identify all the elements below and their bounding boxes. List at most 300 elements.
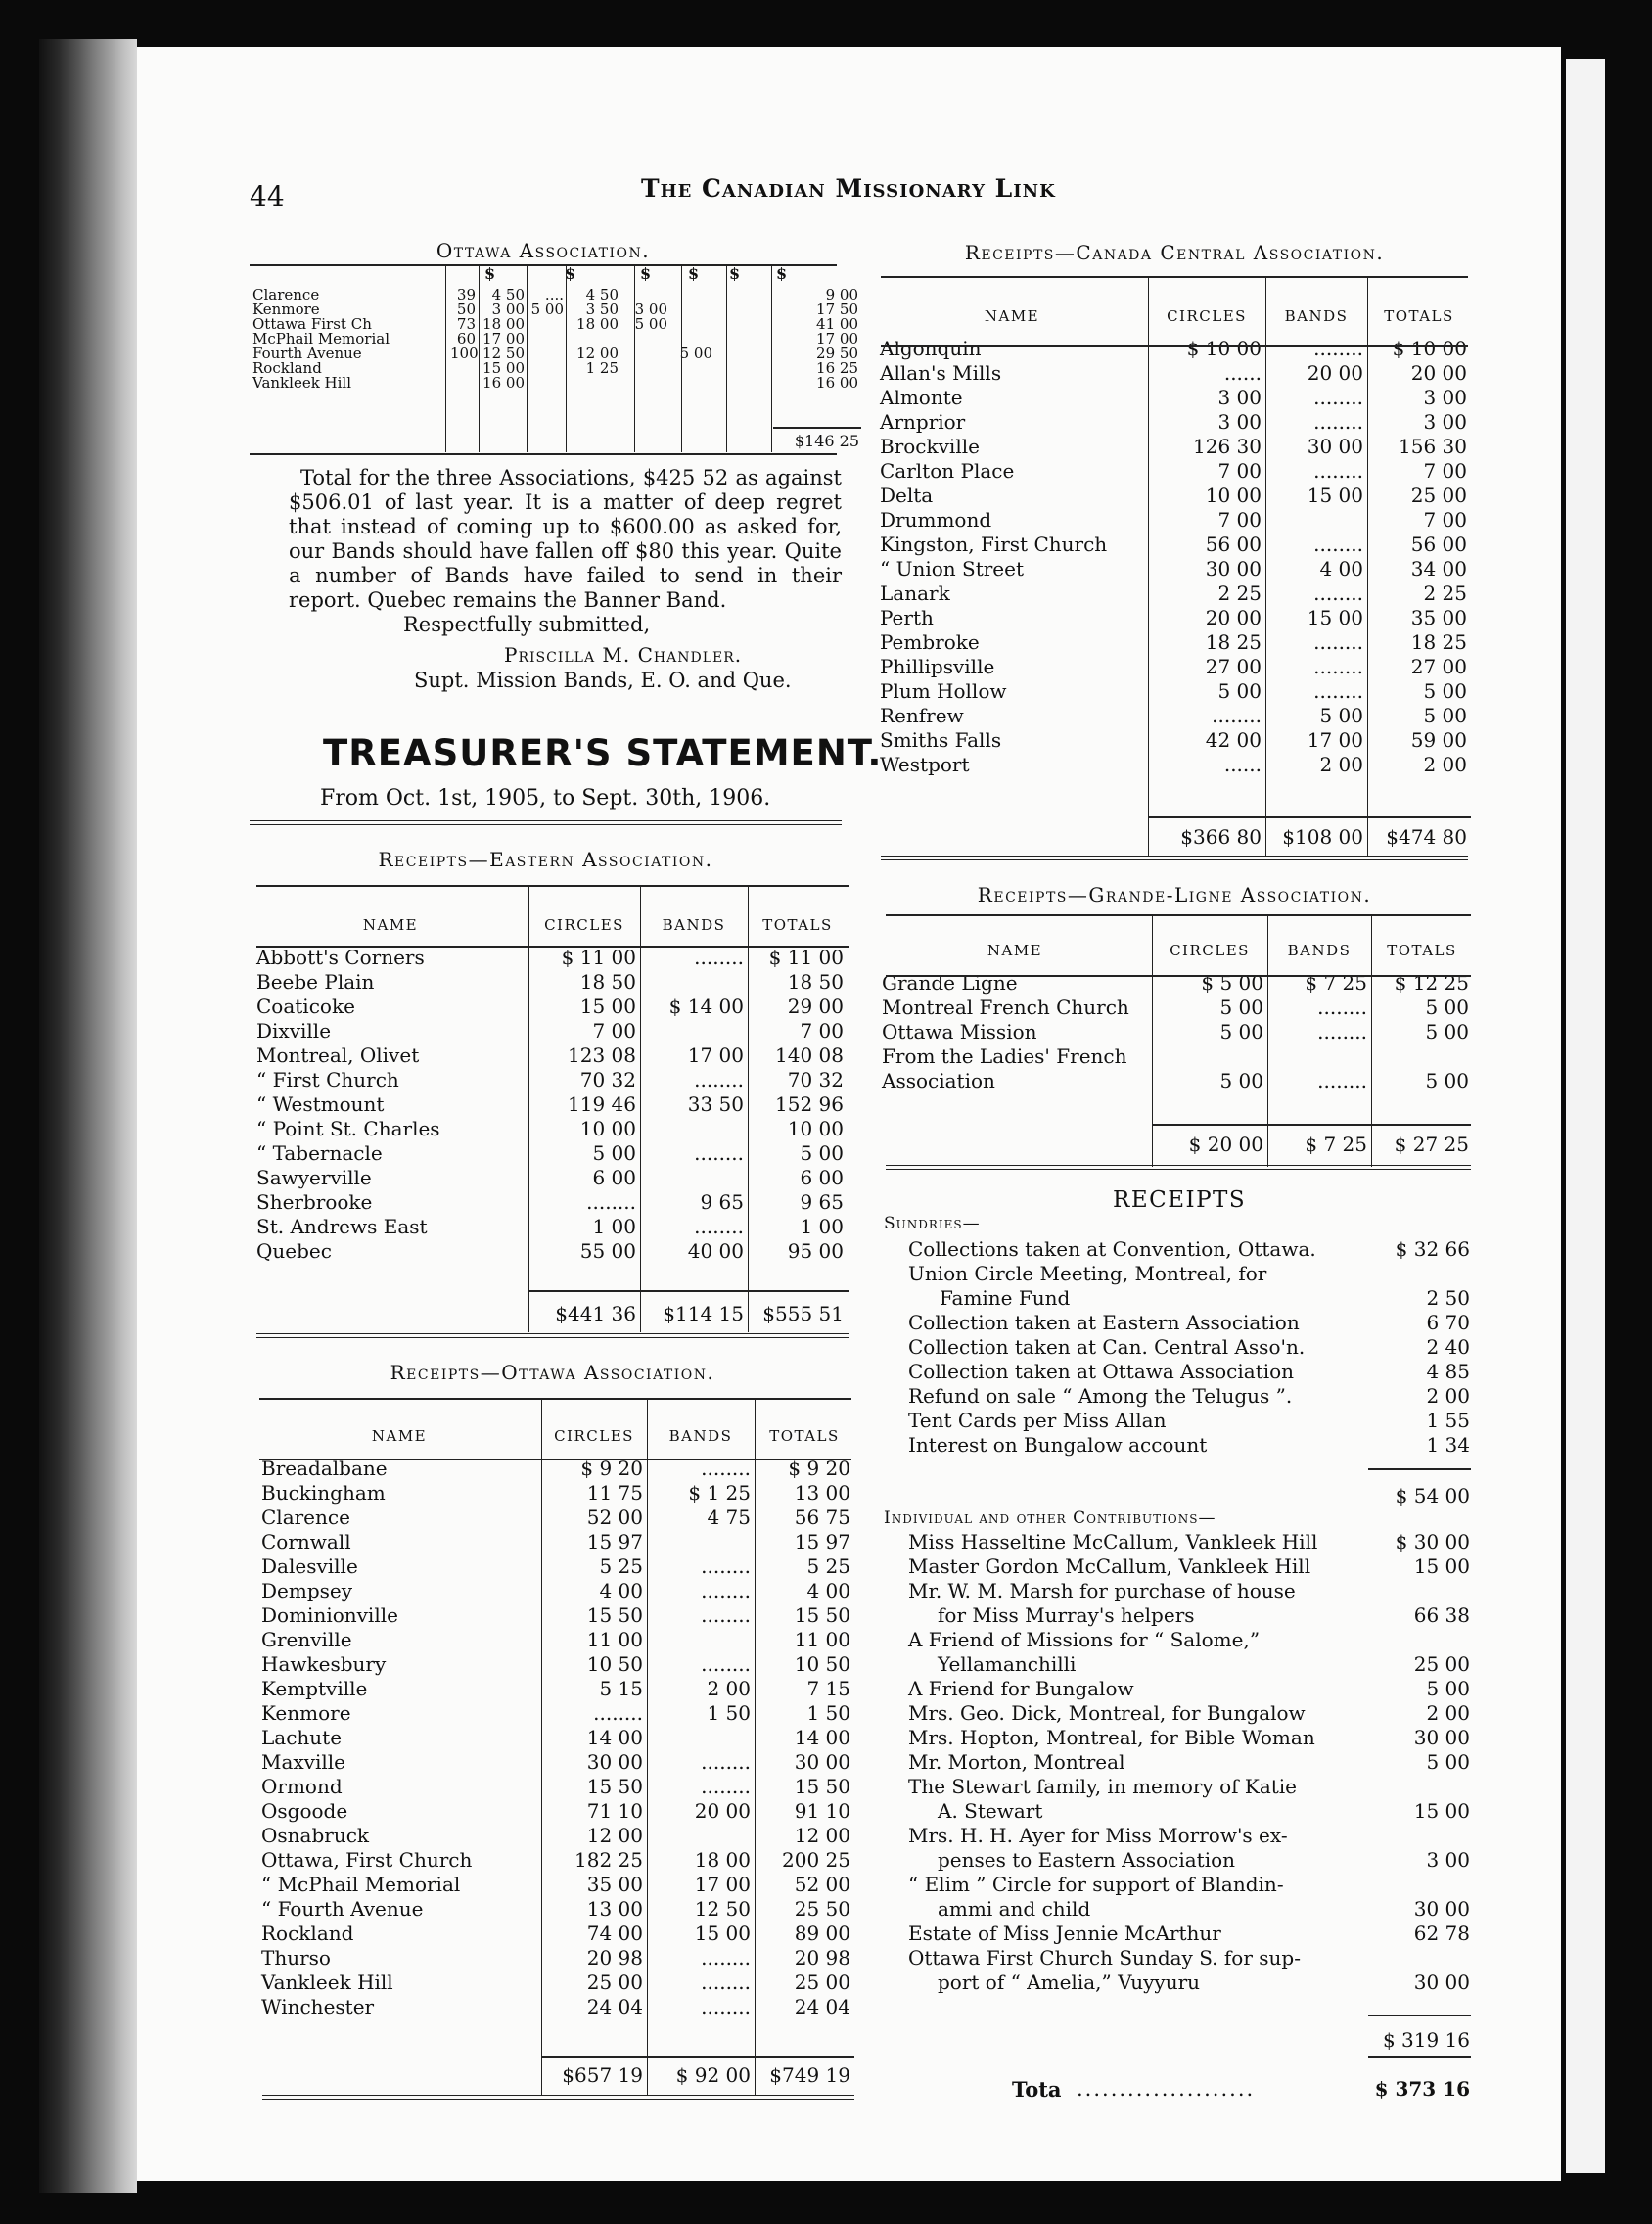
row-name: Arnprior <box>880 410 966 434</box>
column-rule <box>479 266 480 452</box>
cell-c5 <box>670 288 715 302</box>
cell-members: 39 <box>456 288 476 302</box>
row-name: Hawkesbury <box>261 1652 387 1676</box>
row-totals: 5 00 <box>1423 704 1467 727</box>
row-bands <box>647 1530 755 1554</box>
row-bands: ........ <box>701 1554 751 1578</box>
row-totals: 2 00 <box>1423 753 1467 776</box>
table-row <box>876 386 1471 410</box>
table-row <box>876 484 1471 508</box>
row-circles: 25 00 <box>586 1970 643 1994</box>
receipt-item-text: Ottawa First Church Sunday S. for sup- <box>908 1946 1301 1969</box>
col-bands: BANDS <box>668 1427 733 1445</box>
row-bands: 17 00 <box>694 1873 751 1896</box>
table-row <box>252 1239 848 1264</box>
receipt-item-amount: 5 00 <box>1426 1677 1470 1700</box>
eastern-total-totals: $555 51 <box>762 1302 844 1325</box>
ottawa-assoc-title: Ottawa Association. <box>436 239 651 262</box>
column-rule <box>640 887 641 1332</box>
row-totals: 5 00 <box>1425 996 1469 1019</box>
cell-total: 29 50 <box>816 347 858 361</box>
row-circles: $ 10 00 <box>1186 337 1262 360</box>
cell-total: 17 00 <box>816 332 858 347</box>
row-circles: 7 00 <box>1217 508 1262 532</box>
column-rule <box>647 1400 648 2095</box>
row-bands: ........ <box>1313 655 1363 678</box>
row-circles: 14 00 <box>586 1726 643 1749</box>
table-row <box>250 332 861 347</box>
row-totals: $ 9 20 <box>788 1457 850 1480</box>
dollar-sign: $ <box>776 264 788 283</box>
row-totals: 35 00 <box>1410 606 1467 629</box>
row-bands: ........ <box>1313 459 1363 483</box>
column-rule <box>566 266 567 452</box>
receipt-item-text: Mrs. Hopton, Montreal, for Bible Woman <box>908 1726 1315 1749</box>
receipt-item-amount: 30 00 <box>1413 1726 1470 1749</box>
receipt-item-amount: 66 38 <box>1413 1603 1470 1627</box>
row-totals: 34 00 <box>1410 557 1467 580</box>
col-circles: CIRCLES <box>554 1427 634 1445</box>
table-row <box>250 302 861 317</box>
row-totals: 1 00 <box>800 1215 844 1238</box>
row-bands <box>640 1166 748 1190</box>
cell-members <box>447 361 479 376</box>
ottawa-total-circles: $657 19 <box>562 2063 643 2087</box>
cell-c4 <box>621 347 670 361</box>
row-name: Plum Hollow <box>880 679 1007 703</box>
ottawa-table <box>257 1415 854 2019</box>
grand-total-leader: ..................... <box>1077 2077 1256 2101</box>
table-row <box>250 288 861 302</box>
receipt-item-amount: 1 55 <box>1426 1409 1470 1432</box>
row-bands <box>640 1117 748 1141</box>
row-bands: ........ <box>694 1141 744 1165</box>
receipt-item-text: for Miss Murray's helpers <box>938 1603 1195 1627</box>
row-bands <box>647 1824 755 1848</box>
row-bands: 30 00 <box>1307 435 1363 458</box>
row-circles: 6 00 <box>592 1166 636 1189</box>
row-circles: 13 00 <box>586 1897 643 1921</box>
row-circles: 55 00 <box>579 1239 636 1263</box>
row-totals: 7 00 <box>1423 508 1467 532</box>
table-row <box>876 630 1471 655</box>
row-name: Osnabruck <box>261 1824 370 1847</box>
cell-c2 <box>528 332 567 347</box>
receipt-item-amount: 5 00 <box>1426 1750 1470 1774</box>
receipt-item-text: Refund on sale “ Among the Telugus ”. <box>908 1384 1293 1408</box>
cell-name: McPhail Memorial <box>252 332 390 347</box>
receipt-item-text: Mrs. Geo. Dick, Montreal, for Bungalow <box>908 1701 1306 1725</box>
table-row <box>876 753 1471 777</box>
row-circles: ...... <box>1223 753 1262 776</box>
table-row <box>878 1044 1473 1069</box>
row-totals: 5 25 <box>806 1554 850 1578</box>
rule <box>250 453 837 455</box>
col-circles: CIRCLES <box>1167 307 1247 325</box>
cell-c5: 5 00 <box>679 347 712 361</box>
receipts-title: RECEIPTS <box>1113 1187 1247 1213</box>
receipt-item-amount: 1 34 <box>1426 1433 1470 1457</box>
column-rule <box>1371 916 1372 1167</box>
table-row <box>252 946 848 970</box>
central-table <box>876 296 1471 777</box>
receipt-item-text: penses to Eastern Association <box>938 1848 1236 1872</box>
col-name: NAME <box>987 942 1043 959</box>
row-circles: 123 08 <box>568 1043 636 1067</box>
col-totals: TOTALS <box>1384 307 1454 325</box>
table-row <box>876 337 1471 361</box>
double-rule <box>262 2095 854 2100</box>
row-bands: ........ <box>701 1652 751 1676</box>
row-name: Almonte <box>880 386 963 409</box>
grande-ligne-table <box>878 930 1473 1093</box>
rule <box>1148 816 1471 818</box>
row-name: Lachute <box>261 1726 343 1749</box>
cell-blank <box>715 332 764 347</box>
table-row <box>876 704 1471 728</box>
table-row <box>257 1970 854 1995</box>
row-name: “ Westmount <box>256 1092 385 1116</box>
table-row <box>250 317 861 332</box>
rule <box>773 427 861 429</box>
row-bands: 40 00 <box>687 1239 744 1263</box>
row-bands: ........ <box>1313 679 1363 703</box>
rule <box>886 975 1471 977</box>
row-totals: 12 00 <box>794 1824 850 1847</box>
cell-c1: 18 00 <box>482 317 525 332</box>
cell-name: Clarence <box>252 288 320 302</box>
central-total-bands: $108 00 <box>1282 825 1363 849</box>
ottawa-assoc-table <box>250 288 861 391</box>
cell-c1: 4 50 <box>491 288 525 302</box>
table-row <box>878 996 1473 1020</box>
col-bands: BANDS <box>1287 942 1352 959</box>
row-totals: 13 00 <box>794 1481 850 1505</box>
row-name: Montreal French Church <box>882 996 1129 1019</box>
col-totals: TOTALS <box>762 916 833 934</box>
row-circles: 30 00 <box>1205 557 1262 580</box>
row-bands: ........ <box>701 1946 751 1969</box>
row-bands: ........ <box>694 1215 744 1238</box>
grande-total-bands: $ 7 25 <box>1305 1133 1367 1156</box>
rule <box>259 1398 851 1400</box>
row-bands: 5 00 <box>1319 704 1363 727</box>
report-signer-title: Supt. Mission Bands, E. O. and Que. <box>414 669 792 692</box>
row-totals: 18 25 <box>1410 630 1467 654</box>
table-row <box>252 1117 848 1141</box>
rule <box>250 264 837 266</box>
cell-c3: 3 50 <box>585 302 619 317</box>
row-bands: ........ <box>694 946 744 969</box>
table-row <box>252 1019 848 1043</box>
cell-c2 <box>528 361 567 376</box>
cell-blank <box>715 376 764 391</box>
row-name: Cornwall <box>261 1530 351 1553</box>
row-totals: 25 00 <box>1410 484 1467 507</box>
row-circles: 182 25 <box>574 1848 643 1872</box>
cell-c5 <box>670 302 715 317</box>
table-row <box>257 1652 854 1677</box>
row-totals: 59 00 <box>1410 728 1467 752</box>
table-row <box>876 728 1471 753</box>
table-row <box>252 1092 848 1117</box>
row-bands: $ 7 25 <box>1305 971 1367 995</box>
table-row <box>257 1799 854 1824</box>
column-rule <box>445 266 446 452</box>
cell-blank <box>715 288 764 302</box>
row-bands: 2 00 <box>707 1677 751 1700</box>
row-totals: 5 00 <box>1425 1069 1469 1092</box>
table-row <box>252 1141 848 1166</box>
rule <box>1368 2056 1471 2058</box>
row-circles: 18 50 <box>579 970 636 994</box>
row-name: Dempsey <box>261 1579 353 1602</box>
col-name: NAME <box>371 1427 428 1445</box>
table-row <box>257 1922 854 1946</box>
receipt-item-amount: 30 00 <box>1413 1970 1470 1994</box>
row-name: Coaticoke <box>256 995 355 1018</box>
cell-name: Vankleek Hill <box>252 376 352 391</box>
row-name: Algonquin <box>880 337 982 360</box>
rule <box>1152 1124 1471 1126</box>
table-row <box>252 1166 848 1190</box>
cell-c2 <box>528 347 567 361</box>
eastern-total-row <box>252 1302 848 1326</box>
row-circles: 1 00 <box>592 1215 636 1238</box>
column-rule <box>1267 916 1268 1167</box>
row-totals: 15 50 <box>794 1603 850 1627</box>
row-name: Brockville <box>880 435 980 458</box>
sundries-heading: Sundries— <box>884 1214 981 1233</box>
row-name: Buckingham <box>261 1481 386 1505</box>
receipt-item-text: Collection taken at Ottawa Association <box>908 1360 1295 1383</box>
double-rule <box>256 1333 849 1338</box>
rule <box>541 2056 854 2058</box>
row-bands: ........ <box>1313 386 1363 409</box>
receipt-item-amount: $ 30 00 <box>1395 1530 1470 1553</box>
row-bands <box>640 970 748 995</box>
page-number: 44 <box>250 180 285 212</box>
row-circles: 11 75 <box>586 1481 643 1505</box>
row-circles: 42 00 <box>1205 728 1262 752</box>
row-totals: 52 00 <box>794 1873 850 1896</box>
table-row <box>257 1603 854 1628</box>
row-bands: 18 00 <box>694 1848 751 1872</box>
row-name: “ Union Street <box>880 557 1025 580</box>
receipt-item-text: A Friend of Missions for “ Salome,” <box>908 1628 1261 1651</box>
cell-total: 16 25 <box>816 361 858 376</box>
row-totals: 89 00 <box>794 1922 850 1945</box>
row-totals: 27 00 <box>1410 655 1467 678</box>
table-row <box>876 606 1471 630</box>
table-row <box>257 1897 854 1922</box>
running-title: The Canadian Missionary Link <box>641 174 1056 203</box>
row-name: Ottawa, First Church <box>261 1848 473 1872</box>
row-totals: $ 12 25 <box>1394 971 1469 995</box>
col-bands: BANDS <box>662 916 726 934</box>
row-bands: ........ <box>701 1603 751 1627</box>
row-bands <box>1265 508 1367 533</box>
grand-total-label: Tota <box>1012 2077 1062 2102</box>
table-row <box>257 1628 854 1652</box>
cell-name: Kenmore <box>252 302 320 317</box>
row-circles: 56 00 <box>1205 533 1262 556</box>
row-name: Ottawa Mission <box>882 1020 1037 1043</box>
dollar-sign: $ <box>565 264 576 283</box>
row-name: Grenville <box>261 1628 352 1651</box>
row-circles: 3 00 <box>1217 410 1262 434</box>
cell-blank <box>715 361 764 376</box>
dollar-sign: $ <box>640 264 652 283</box>
table-row <box>257 1506 854 1530</box>
row-bands: ........ <box>701 1970 751 1994</box>
cell-blank <box>715 302 764 317</box>
row-totals: $ 10 00 <box>1392 337 1467 360</box>
row-totals: 14 00 <box>794 1726 850 1749</box>
table-row <box>257 1946 854 1970</box>
row-bands: ........ <box>701 1775 751 1798</box>
receipt-item-amount: 2 40 <box>1426 1335 1470 1359</box>
row-bands <box>1267 1044 1371 1069</box>
row-totals: 10 00 <box>787 1117 844 1140</box>
row-totals: 1 50 <box>806 1701 850 1725</box>
column-rule <box>681 266 682 452</box>
cell-total: 17 50 <box>816 302 858 317</box>
receipt-item-text: Mr. W. M. Marsh for purchase of house <box>908 1579 1296 1602</box>
row-name: Kenmore <box>261 1701 351 1725</box>
row-name: Renfrew <box>880 704 964 727</box>
table-row <box>252 1043 848 1068</box>
receipt-item-text: Interest on Bungalow account <box>908 1433 1208 1457</box>
table-row <box>257 1481 854 1506</box>
row-name: Abbott's Corners <box>256 946 425 969</box>
col-totals: TOTALS <box>1387 942 1457 959</box>
row-circles: ...... <box>1223 361 1262 385</box>
receipt-item-text: Miss Hasseltine McCallum, Vankleek Hill <box>908 1530 1318 1553</box>
row-totals: 5 00 <box>800 1141 844 1165</box>
eastern-title: Receipts—Eastern Association. <box>378 848 713 871</box>
row-name: Dalesville <box>261 1554 358 1578</box>
cell-c1: 17 00 <box>482 332 525 347</box>
row-circles: 24 04 <box>586 1995 643 2018</box>
row-circles: 2 25 <box>1217 581 1262 605</box>
table-row <box>257 1873 854 1897</box>
cell-total: 9 00 <box>825 288 858 302</box>
row-name: Osgoode <box>261 1799 348 1823</box>
row-bands <box>647 1628 755 1652</box>
row-bands: 33 50 <box>687 1092 744 1116</box>
row-circles: 30 00 <box>586 1750 643 1774</box>
table-row <box>257 1824 854 1848</box>
table-row <box>876 361 1471 386</box>
row-totals: 9 65 <box>800 1190 844 1214</box>
ottawa-total-row <box>257 2063 854 2088</box>
row-name: “ First Church <box>256 1068 399 1091</box>
receipt-item-text: Tent Cards per Miss Allan <box>908 1409 1167 1432</box>
row-totals: 156 30 <box>1399 435 1467 458</box>
grande-total-totals: $ 27 25 <box>1394 1133 1469 1156</box>
cell-c3: 4 50 <box>585 288 619 302</box>
row-circles: ........ <box>1212 704 1262 727</box>
cell-members: 73 <box>456 317 476 332</box>
cell-c3: 1 25 <box>585 361 619 376</box>
column-rule <box>1367 278 1368 856</box>
grande-ligne-total-row <box>878 1133 1473 1157</box>
row-name: Delta <box>880 484 934 507</box>
table-row <box>876 435 1471 459</box>
table-row <box>250 361 861 376</box>
cell-c2: .... <box>544 288 564 302</box>
row-name: Association <box>882 1069 995 1092</box>
row-totals: 200 25 <box>782 1848 850 1872</box>
row-bands: 20 00 <box>694 1799 751 1823</box>
column-rule <box>755 1400 756 2095</box>
row-name: Carlton Place <box>880 459 1015 483</box>
row-totals: 91 10 <box>794 1799 850 1823</box>
row-bands: ........ <box>1317 1020 1367 1043</box>
eastern-table <box>252 904 848 1264</box>
row-circles: 119 46 <box>568 1092 636 1116</box>
row-name: Phillipsville <box>880 655 995 678</box>
row-bands: ........ <box>1317 996 1367 1019</box>
row-name: Breadalbane <box>261 1457 388 1480</box>
row-circles: 126 30 <box>1193 435 1262 458</box>
row-name: Sawyerville <box>256 1166 372 1189</box>
report-closing: Respectfully submitted, <box>403 613 651 636</box>
row-bands: 2 00 <box>1319 753 1363 776</box>
row-totals: 20 98 <box>794 1946 850 1969</box>
rule <box>259 1459 851 1460</box>
row-circles: 35 00 <box>586 1873 643 1896</box>
cell-c2 <box>528 376 567 391</box>
row-bands: 17 00 <box>687 1043 744 1067</box>
cell-members: 100 <box>450 347 479 361</box>
row-totals: 25 00 <box>794 1970 850 1994</box>
row-totals: 29 00 <box>787 995 844 1018</box>
row-circles: 3 00 <box>1217 386 1262 409</box>
row-circles: 10 00 <box>579 1117 636 1140</box>
row-name: Dixville <box>256 1019 332 1042</box>
cell-blank <box>715 347 764 361</box>
row-name: Sherbrooke <box>256 1190 373 1214</box>
cell-members: 60 <box>456 332 476 347</box>
row-bands: 20 00 <box>1307 361 1363 385</box>
row-name: Allan's Mills <box>880 361 1002 385</box>
row-circles: 74 00 <box>586 1922 643 1945</box>
row-name: Drummond <box>880 508 992 532</box>
row-totals: 3 00 <box>1423 386 1467 409</box>
row-totals: 18 50 <box>787 970 844 994</box>
row-totals: 3 00 <box>1423 410 1467 434</box>
row-bands: ........ <box>694 1068 744 1091</box>
rule <box>1368 1468 1471 1470</box>
cell-c4: 5 00 <box>634 317 667 332</box>
row-bands: 15 00 <box>694 1922 751 1945</box>
table-row <box>257 1677 854 1701</box>
row-name: “ Point St. Charles <box>256 1117 440 1140</box>
ottawa-title: Receipts—Ottawa Association. <box>390 1361 715 1384</box>
column-rule <box>1152 916 1153 1167</box>
row-name: “ Fourth Avenue <box>261 1897 424 1921</box>
table-row <box>252 1215 848 1239</box>
row-circles: ........ <box>593 1701 643 1725</box>
receipt-item-text: “ Elim ” Circle for support of Blandin- <box>908 1873 1284 1896</box>
row-circles: 5 00 <box>1219 1069 1263 1092</box>
cell-c3 <box>567 376 621 391</box>
table-row <box>876 655 1471 679</box>
row-name: “ McPhail Memorial <box>261 1873 461 1896</box>
report-paragraph: Total for the three Associations, $425 52 as against $506.01 of last year. It is a matter of deep regret that instead of coming up to $600.00 as asked for, our Bands should have fallen off $80 this year. Quite a number of Bands have failed to send in their report. Quebec remains the Banner Band. <box>289 466 842 612</box>
